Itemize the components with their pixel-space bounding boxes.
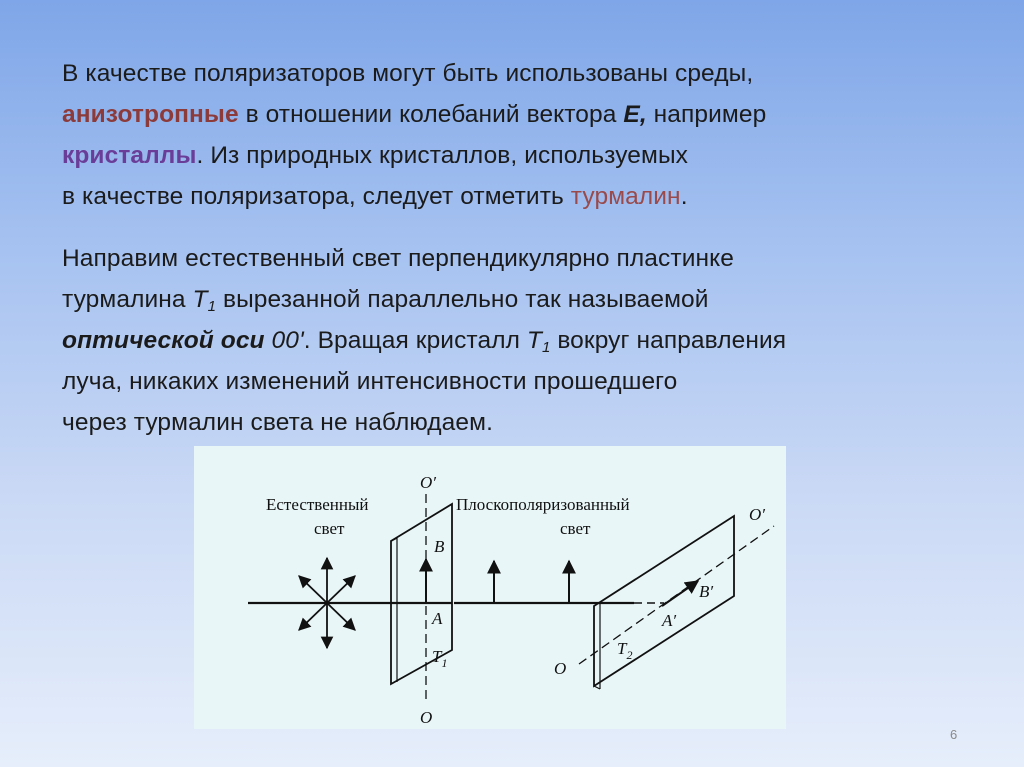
tourmaline-plate-t2 <box>594 516 734 686</box>
p2-line-2-start: турмалина <box>62 286 193 313</box>
paragraph-experiment <box>62 238 972 443</box>
label-t2-letter: T <box>617 639 627 658</box>
term-crystals: кристаллы <box>62 142 197 169</box>
polarization-diagram <box>194 446 786 729</box>
plate-t2-edge <box>594 686 600 689</box>
label-polarized-light-2: свет <box>560 519 591 538</box>
term-optical-axis: оптической оси <box>62 327 265 354</box>
symbol-t1-letter: Т <box>192 286 208 313</box>
axis-label: 00' <box>264 327 304 354</box>
label-o-prime-top: O′ <box>420 473 436 492</box>
p2-line-3-end: вокруг направления <box>550 327 787 354</box>
slide-number: 6 <box>950 727 958 742</box>
p1-line-4-start: в качестве поляризатора, следует отметить <box>62 183 571 210</box>
p1-line-2-end: например <box>646 101 767 128</box>
p2-line-5: через турмалин света не наблюдаем. <box>62 409 493 436</box>
label-natural-light-2: свет <box>314 519 345 538</box>
term-anisotropic: анизотропные <box>62 101 239 128</box>
label-b-prime: B′ <box>699 582 714 601</box>
label-t1-sub: 1 <box>441 656 448 670</box>
label-a: A <box>432 609 443 628</box>
label-t1-letter: T <box>432 647 442 666</box>
polarization-diagram-svg <box>194 446 786 729</box>
p1-line-1: В качестве поляризаторов могут быть использованы среды, <box>62 60 754 87</box>
p2-line-2 <box>62 279 972 320</box>
p2-line-2-end: вырезанной параллельно так называемой <box>216 286 709 313</box>
p2-line-3-mid: . Вращая кристалл <box>303 327 527 354</box>
p1-line-3 <box>62 135 972 176</box>
symbol-t1-sub: 1 <box>207 298 217 315</box>
p2-line-3 <box>62 320 972 361</box>
symbol-t1-second-letter: Т <box>526 327 542 354</box>
p1-line-2-mid: в отношении колебаний вектора <box>238 101 624 128</box>
symbol-t1 <box>193 286 217 313</box>
label-o-bottom: O <box>420 708 433 727</box>
p1-line-4-end: . <box>680 183 688 210</box>
term-tourmaline: турмалин <box>570 183 681 210</box>
p1-line-3-end: . Из природных кристаллов, используемых <box>196 142 689 169</box>
label-natural-light-1: Естественный <box>266 495 369 514</box>
label-o-right: O <box>554 659 567 678</box>
label-polarized-light-1: Плоскополяризованный <box>456 495 630 514</box>
symbol-t1-second <box>527 327 551 354</box>
p2-line-4: луча, никаких изменений интенсивности прошедшего <box>62 368 678 395</box>
p1-line-2 <box>62 94 972 135</box>
symbol-t1-second-sub: 1 <box>541 339 551 356</box>
p2-line-1: Направим естественный свет перпендикулярно пластинке <box>62 245 734 272</box>
label-b: B <box>434 537 445 556</box>
label-o-prime-right: O′ <box>749 505 765 524</box>
label-a-prime: A′ <box>662 611 677 630</box>
paragraph-polarizers <box>62 53 972 217</box>
vector-e: Е, <box>623 101 647 128</box>
label-t2-sub: 2 <box>626 648 633 662</box>
p1-line-4 <box>62 176 972 217</box>
